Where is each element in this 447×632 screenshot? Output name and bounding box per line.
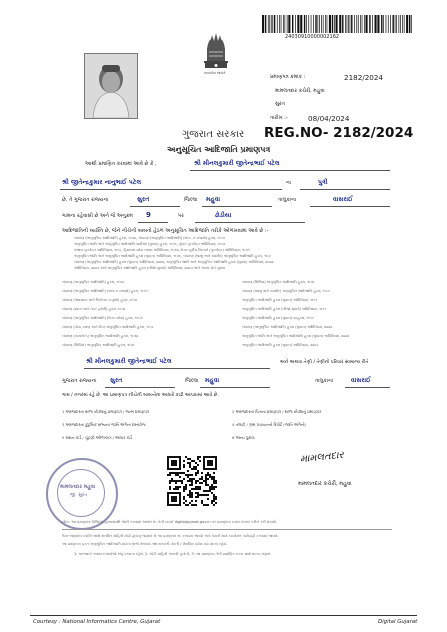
para-line: બંધારણ (અનુસૂચિત આદિજાતિ) હુકમ, ૧૯૫૦, બંધારણ (અનુસૂચિત આદિજાતિ) (ભાગ -ગ રાજ્યો) હુકમ, ૧૯૫૧: [74, 236, 226, 240]
act-item: બંધારણ (દાદરા અને નગર હવેલી) હુકમ, ૧૯૬૨: [62, 307, 126, 311]
certificate-no-label: પ્રમાણપત્ર ક્રમાંક :: [270, 74, 306, 80]
act-item: બંધારણ (અનુસૂચિત આદિજાતિ) (ભાગ-ગ રાજ્યો) હુકમ, ૧૯૫૧: [62, 289, 148, 293]
act-item: બંધારણ (આંદામાન અને નિકોબાર ટાપુઓ) હુકમ, ૧૯૫૯: [62, 298, 138, 302]
certify-line: આથી પ્રમાણિત કરવામાં આવે છે કે ,: [85, 161, 157, 167]
res-village: વાસરાઈ: [351, 377, 371, 384]
basis-item: 5 રાશન કાર્ડ / ચૂંટણી ઓળખપત્ર / આધાર કાર્ડ: [62, 435, 133, 440]
tribe-line: [195, 222, 305, 223]
relation-label: ના: [286, 180, 291, 186]
para-line: અનુસૂચિત જાતિ અને અનુસૂચિત આદિજાતિ યાદીઓ (સુધારા) હુકમ, ૧૯૫૬, મુંબઈ પુનર્ગઠન અધિનિયમ, ૧૯૬૦: [74, 242, 226, 246]
act-item: અનુસૂચિત આદિજાતિ હુકમ (બીજો સુધારો) અધિનિયમ, ૧૯૯૧: [242, 307, 327, 311]
basis-item: 6 અન્ય પુરાવા: [232, 435, 255, 440]
basis-item: 3 અરજદારના કુટુંબિક સભ્યના જાતિ અંગેના દસ્તાવેજ: [62, 422, 146, 427]
para-line: અધિનિયમ, ૨૦૦૩ અને અનુસૂચિત આદિજાતિ હુકમ (બીજો સુધારો) અધિનિયમ, ૨૦૦૩ અને અન્ય કોઈ સુધારા: [74, 266, 226, 270]
date: 08/04/2024: [308, 114, 350, 123]
res-district-line: [105, 387, 175, 388]
family-line: અને અથવા તેણી / તેણીનો પરિવાર સામાન્ય રીતે: [280, 360, 369, 365]
village: વાસરાઈ: [333, 196, 353, 203]
applicant-name-line: [190, 170, 390, 171]
courtesy: Courtesy : National Informatics Centre, Gujarat: [33, 619, 161, 625]
barcode: [262, 15, 414, 33]
designation: મામલતદાર કચેરી, મહુવા: [298, 481, 352, 487]
serial-end: પર: [178, 213, 184, 219]
barcode-number: 24030910000002162: [285, 34, 340, 40]
act-item: બંધારણ (નાગાલેન્ડ) અનુસૂચિત આદિજાતિ હુકમ, ૧૯૭૦: [62, 334, 139, 338]
serial-no: 9: [146, 211, 151, 219]
act-item: બંધારણ (સિક્કિમ) અનુસૂચિત આદિજાતિ હુકમ, ૧૯૭૮: [242, 280, 315, 284]
res-district-label: જિલ્લા: [185, 378, 199, 384]
issuing-office: મામલતદાર કચેરી, મહુવા: [275, 88, 325, 94]
serial-line: ગામના રહેવાસી છે અને જે અનુક્રમ: [62, 213, 133, 219]
res-village-line: [345, 387, 390, 388]
stamp-sub: જી. સુરત: [70, 493, 88, 498]
act-item: બંધારણ (અનુસૂચિત આદિજાતિ) હુકમ (સુધારા) અધિનિયમ, ૨૦૦૨: [242, 325, 333, 329]
footer-note: નોંધ:- આ પ્રમાણપત્ર ડિજિટલ હસ્તાક્ષરથી જારી કરવામાં આવેલ છે. તેની ખરાઈ digitalgujarat.gov.in પર પ્રમાણપત્ર ક્રમાંક દાખલ કરીને કરી શકાશે.: [62, 520, 277, 524]
taluka-value: મહુવા: [206, 196, 221, 203]
applicant-name-2: શ્રી મીનલકુમારી જીતેન્દ્રભાઈ પટેલ: [86, 358, 172, 365]
act-item: બંધારણ (ગોવા, દમણ અને દીવ) અનુસૂચિત આદિજાતિ હુકમ, ૧૯૬૮: [62, 325, 154, 329]
act-item: બંધારણ (અનુસૂચિત આદિજાતિ) હુકમ, ૧૯૫૦: [62, 280, 125, 284]
footer-info-line: 1. અરજદારે અસલ દસ્તાવેજો રજૂ કરવાના રહેશે. 2. ખોટી માહિતી આપવી ગુનો છે. 3. આ પ્રમાણપત્ર તેની પ્રમાણિત નકલ સાથે માન્ય ગણાશે.: [74, 552, 272, 556]
basis-item: 2 અરજદારના પિતાના પ્રમાણપત્ર / શાળા છોડ્યાનું પ્રમાણપત્ર: [232, 409, 322, 414]
taluka-label: તાલુકાના: [278, 197, 297, 203]
district: સુરત: [137, 196, 150, 203]
emblem-caption: સત્યમેવ જયતે: [204, 71, 226, 75]
act-item: અનુસૂચિત આદિજાતિ હુકમ (સુધારા) વટહુકમ, ૧૯૯૬: [242, 316, 315, 320]
basis-item: 4 તલાટી / ગ્રામ પંચાયતનો રિપોર્ટ (જાતિ અંગેનો): [232, 422, 307, 427]
para-main: આદિજાતિની વ્યક્તિ છે, જેને નીચેની બાબતો હેઠળ અનુસૂચિત આદિજાતિ તરીકે ઓળખવામાં આવે છે :-: [62, 228, 269, 234]
relation: પુત્રી: [318, 179, 328, 186]
certificate-title: અનુસૂચિત આદિજાતિ પ્રમાણપત્ર: [167, 145, 271, 154]
date-label: તારીખ :-: [270, 115, 288, 121]
act-item: બંધારણ (જમ્મુ અને કાશ્મીર) અનુસૂચિત આદિજાતિ હુકમ, ૧૯૮૯: [242, 289, 331, 293]
brand: Digital Gujarat: [378, 619, 418, 625]
para-line: અનુસૂચિત જાતિ અને અનુસૂચિત આદિજાતિ હુકમ (સુધારા) અધિનિયમ, ૧૯૭૬, બંધારણ (જમ્મુ અને કાશ્મીર) અનુસૂચિત આદિજાતિ હુકમ, ૧૯૮૯: [74, 254, 272, 258]
emblem-icon: [196, 27, 236, 77]
para-line: બંધારણ (અનુસૂચિત આદિજાતિ) હુકમ (સુધારા) અધિનિયમ, ૨૦૦૨, અનુસૂચિત જાતિ અને અનુસૂચિત આદિજાતિ હુકમ (સુધારા) અધિનિયમ, ૨૦૦૨: [74, 260, 274, 264]
state-line: છે, તે ગુજરાત રાજ્યના: [62, 197, 109, 203]
footer-info-line: ઉપર જણાવેલ વ્યક્તિ સાથે સંબંધિત માહિતી ખોટી હોવાનું જણાશે તો આ પ્રમાણપત્ર રદ કરવામાં આવશે અને તેમની સામે કાયદેસર કાર્યવાહી કરવામાં આવશે.: [62, 534, 279, 538]
signature: મામલતદાર: [299, 449, 345, 466]
res-state: ગુજરાત રાજ્યના: [62, 378, 97, 384]
father-name: શ્રી જીતેન્દ્રકુમાર નાનુભાઈ પટેલ: [62, 179, 142, 186]
basis-item: 1 અરજદારના શાળા છોડ્યાનું પ્રમાણપત્ર / જન્મ પ્રમાણપત્ર: [62, 409, 150, 414]
photo-image: [85, 54, 137, 118]
relation-line: [300, 189, 390, 190]
applicant-name-2-line: [84, 368, 270, 369]
stamp-text: મામલતદાર મહુવા: [60, 484, 96, 490]
act-item: અનુસૂચિત આદિજાતિ હુકમ (સુધારા) અધિનિયમ, ૨૦૦૩: [242, 343, 319, 347]
applicant-name: શ્રી મીનલકુમારી જીતેન્દ્રભાઈ પટેલ: [194, 160, 280, 167]
res-taluka-label: તાલુકાના: [315, 378, 334, 384]
act-item: અનુસૂચિત જાતિ અને અનુસૂચિત આદિજાતિ હુકમ (સુધારા) અધિનિયમ, ૨૦૦૨: [242, 334, 350, 338]
res-taluka-value: મહુવા: [205, 377, 220, 384]
applicant-photo: [84, 53, 138, 119]
father-name-line: [60, 189, 282, 190]
footer-divider: [62, 529, 392, 530]
village-line: [310, 206, 390, 207]
footer-info-line: આ પ્રમાણપત્ર ફક્ત અનુસૂચિત આદિજાતિ માટેના લાભો મેળવવા તથા સરકારી નોકરી / શૈક્ષણિક પ્રવેશ માટે માન્ય રહેશે.: [62, 542, 228, 546]
district-line: [130, 206, 180, 207]
government: ગુજરાત સરકાર: [182, 129, 245, 140]
res-taluka-line: [200, 387, 270, 388]
act-item: અનુસૂચિત આદિજાતિ હુકમ (સુધારા) અધિનિયમ, ૧૯૯૧: [242, 298, 318, 302]
district-label: જિલ્લા: [184, 197, 198, 203]
qr-code: [167, 456, 217, 506]
act-item: બંધારણ (સિક્કિમ) અનુસૂચિત આદિજાતિ હુકમ, ૧૯૭૮: [62, 343, 135, 347]
para-line: પંજાબ પુનર્ગઠન અધિનિયમ, ૧૯૬૬, હિમાચલ પ્રદેશ રાજ્ય અધિનિયમ, ૧૯૭૦, ઉત્તર-પૂર્વીય વિસ્તારો (પુનર્ગઠન) અધિનિયમ, ૧૯૭૧: [74, 248, 250, 252]
res-district: સુરત: [110, 377, 123, 384]
reg-no: REG.NO- 2182/2024: [264, 125, 414, 141]
act-item: બંધારણ (અનુસૂચિત આદિજાતિ) (ઉત્તર પ્રદેશ) હુકમ, ૧૯૬૭: [62, 316, 143, 320]
tribe: ઢોડીયા: [215, 212, 232, 219]
place: સુરત: [275, 101, 285, 107]
res-line: ગામ / નગરમાં રહે છે. આ પ્રમાણપત્ર નીચેની બાબતોના આધારે કાઢી આપવામાં આવે છે.: [62, 393, 219, 398]
serial-line-rule: [138, 222, 168, 223]
certificate-no: 2182/2024: [344, 73, 384, 82]
bottom-rule: [30, 615, 417, 616]
taluka-line: [202, 206, 272, 207]
